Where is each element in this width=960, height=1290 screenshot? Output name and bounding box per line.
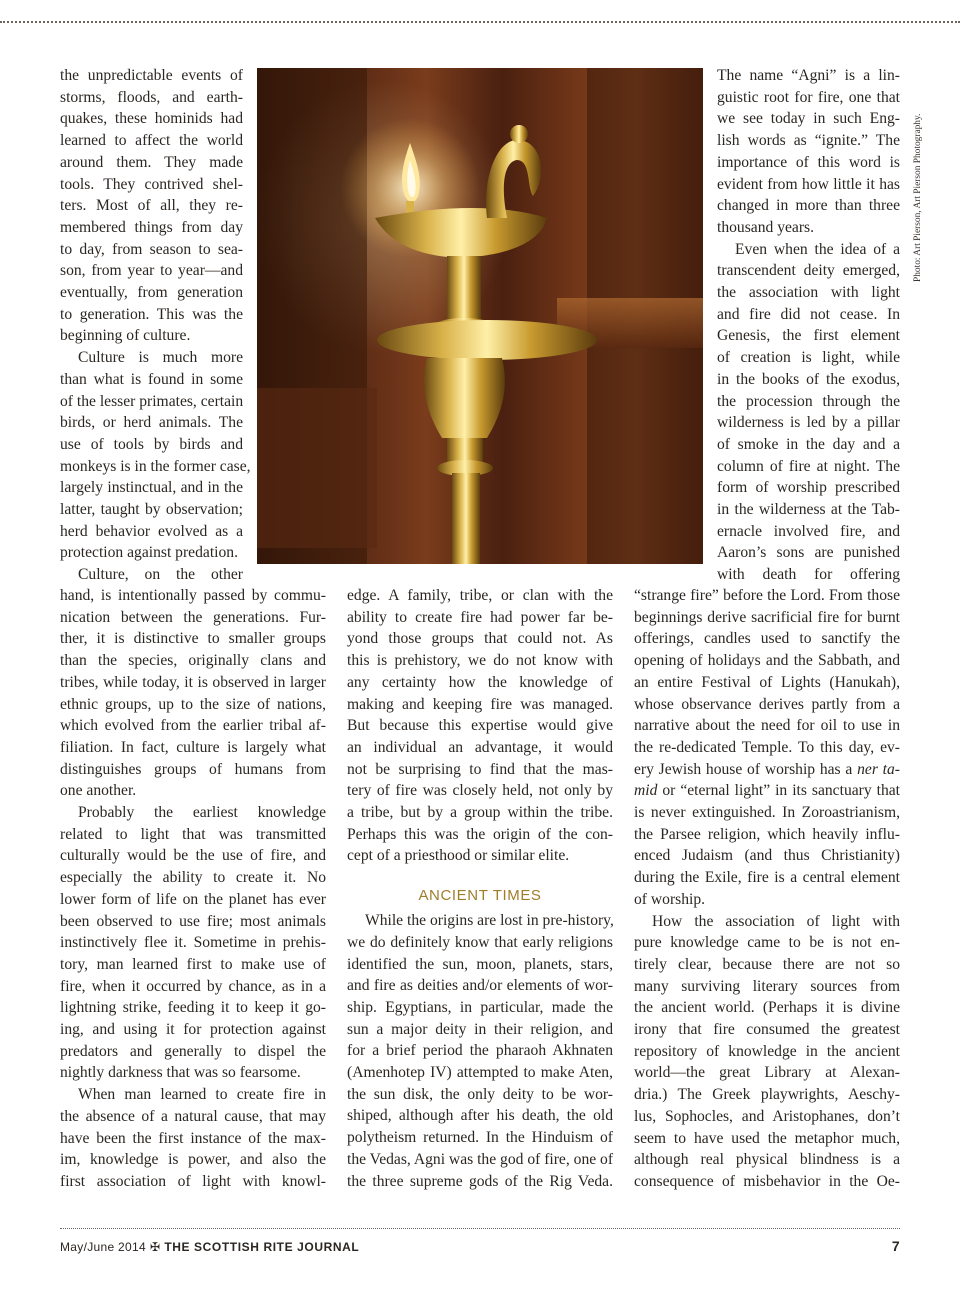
- text-line: especially the ability to create it. No: [60, 869, 326, 887]
- footer-issue-date: May/June 2014: [60, 1240, 146, 1254]
- column-2-top-paragraph: [347, 585, 613, 867]
- text-line: any certainty how the knowledge of: [347, 673, 613, 691]
- text-line: importance of this word is: [717, 153, 900, 171]
- templar-cross-icon: ✠: [149, 1240, 161, 1254]
- text-line: tools. They contrived shel-: [60, 175, 243, 193]
- text-line: evident from how little it has: [717, 175, 900, 193]
- text-line: is never extinguished. In Zoroastrianism,: [634, 804, 900, 822]
- text-line: “strange fire” before the Lord. From those: [634, 587, 900, 604]
- text-line: Culture, on the other: [78, 566, 243, 584]
- text-line: a tribe, but by a group within the tribe.: [347, 804, 613, 822]
- text-line: an entire Festival of Lights (Hanukah),: [634, 673, 900, 691]
- text-line: in the wilderness at the Tab-: [717, 501, 900, 519]
- text-line: tribes, while today, it is observed in larger: [60, 673, 326, 691]
- text-line: Even when the idea of a: [735, 240, 900, 258]
- text-line: to generation. This was the: [60, 305, 243, 323]
- text-line: of smoke in the day and a: [717, 435, 900, 453]
- text-line: which evolved from the earlier tribal af-: [60, 717, 326, 735]
- text-line: beginnings derive sacrificial fire for burnt: [634, 608, 900, 626]
- text-line: lightning strike, feeding it to keep it go-: [60, 999, 326, 1017]
- photo-credit: Photo: Art Pierson, Art Pierson Photography.: [913, 113, 923, 282]
- text-line: shiped, although after his death, the old: [347, 1107, 613, 1125]
- text-line: we do definitely know that early religions: [347, 933, 613, 951]
- text-line: world—the great Library at Alexan-: [634, 1064, 900, 1082]
- text-line: ethnic groups, up to the size of nations,: [60, 695, 326, 713]
- text-line: pure knowledge came to be is not en-: [634, 934, 900, 952]
- text-line: tirely clear, because there are not so: [634, 955, 900, 973]
- text-line: ernacle involved fire, and: [717, 522, 900, 540]
- text-line: we see today in such Eng-: [717, 110, 900, 128]
- footer-journal-name: THE SCOTTISH RITE JOURNAL: [164, 1240, 360, 1254]
- text-line: than what is found in some: [60, 370, 243, 388]
- section-heading: ANCIENT TIMES: [418, 887, 542, 905]
- text-line: one another.: [60, 782, 137, 800]
- text-line: the ancient world. (Perhaps it is divine: [634, 999, 900, 1017]
- text-line: nightly darkness that was so fearsome.: [60, 1064, 301, 1082]
- column-2-text: [347, 585, 613, 1192]
- text-line: son, from year to year—and: [60, 262, 243, 280]
- text-line: But because this expertise would give: [347, 717, 613, 735]
- text-line: edge. A family, tribe, or clan with the: [347, 587, 613, 604]
- text-line: dria.) The Greek playwrights, Aeschy-: [634, 1086, 900, 1104]
- text-line: for a brief period the pharaoh Akhnaten: [347, 1042, 613, 1060]
- text-line: tory, man learned first to make use of: [60, 955, 326, 973]
- text-line: yond those groups that could not. As: [347, 630, 613, 648]
- text-line: Probably the earliest knowledge: [78, 804, 326, 822]
- text-line: storms, floods, and earth-: [60, 88, 243, 106]
- text-line: the unpredictable events of: [60, 67, 243, 84]
- text-line: the association with light: [717, 284, 900, 302]
- text-line: wilderness is led by a pillar: [717, 414, 900, 432]
- text-line: Genesis, the first element: [717, 327, 900, 345]
- text-line: form of worship prescribed: [717, 479, 900, 497]
- text-line: herd behavior evolved as a: [60, 522, 243, 540]
- brass-lamp-photo: [257, 68, 703, 564]
- text-line: with death for offering: [717, 566, 900, 584]
- top-dotted-rule: [0, 21, 960, 23]
- text-line: in the books of the exodus,: [717, 370, 900, 388]
- text-line: although real physical blindness is a: [634, 1151, 900, 1169]
- text-line: nication between the generations. Fur-: [60, 608, 326, 626]
- text-line: the procession through the: [717, 392, 900, 410]
- text-line: learned to affect the world: [60, 132, 243, 150]
- text-line: irony that fire consumed the greatest: [634, 1021, 900, 1039]
- text-line: the re-dedicated Temple. To this day, ev-: [634, 738, 900, 756]
- text-line: have been the first instance of the max-: [60, 1129, 326, 1147]
- text-line: many surviving literary sources from: [634, 977, 900, 995]
- text-line: lus, Sophocles, and Aristophanes, don’t: [634, 1107, 900, 1125]
- text-line: ability to create fire had power far be-: [347, 608, 613, 626]
- text-line: offerings, candles used to sanctify the: [634, 630, 900, 648]
- text-line: ing, and using it for protection against: [60, 1021, 326, 1039]
- text-line: sun a major deity in their religion, and: [347, 1020, 613, 1038]
- column-3-bottom-text: [634, 585, 900, 1193]
- text-line: instinctively flee it. Sometime in prehis-: [60, 934, 326, 952]
- page-footer: [60, 1238, 900, 1258]
- text-line: transcendent deity emerged,: [717, 262, 900, 280]
- text-line: protection against predation.: [60, 544, 238, 562]
- text-line: ther, it is distinctive to smaller groups: [60, 630, 326, 648]
- text-line: lower form of life on the planet has ever: [60, 890, 326, 908]
- text-line: the Parsee religion, which heavily influ-: [634, 825, 900, 843]
- text-line: The name “Agni” is a lin-: [717, 67, 900, 84]
- text-line: opening of holidays and the Sabbath, and: [634, 652, 900, 670]
- text-line: eventually, from generation: [60, 284, 243, 302]
- text-line: whose observance derives partly from a: [634, 695, 900, 713]
- text-line: Culture is much more: [78, 349, 243, 367]
- footer-publication-line: [60, 1240, 359, 1254]
- text-line: the three supreme gods of the Rig Veda.: [347, 1172, 613, 1190]
- column-3-line-ner: ery Jewish house of worship has a ner ta-: [634, 760, 900, 778]
- text-line: thousand years.: [717, 218, 815, 236]
- text-line: Perhaps this was the origin of the con-: [347, 825, 613, 843]
- text-line: related to light that was transmitted: [60, 825, 326, 843]
- text-line: first association of light with knowl-: [60, 1172, 326, 1190]
- text-line: changed in more than three: [717, 197, 900, 215]
- text-line: around them. They made: [60, 153, 243, 171]
- text-line: hand, is intentionally passed by commu-: [60, 587, 326, 604]
- footer-dotted-rule: [60, 1228, 900, 1229]
- text-line: largely instinctual, and in the: [60, 479, 243, 497]
- column-2-bottom-paragraph: [347, 910, 613, 1192]
- text-line: beginning of culture.: [60, 327, 191, 345]
- text-line: narrative about the need for oil to use in: [634, 717, 900, 735]
- text-line: not be surprising to find that the mas-: [347, 760, 613, 778]
- text-line: lish words as “ignite.” The: [717, 132, 900, 150]
- text-line: making and keeping fire was managed.: [347, 695, 613, 713]
- text-line: fire, when it occurred by chance, as in a: [60, 977, 326, 995]
- text-line: the sun disk, the only deity to be wor-: [347, 1085, 613, 1103]
- text-line: birds, or herd animals. The: [60, 414, 243, 432]
- column-3-paragraph-a: [634, 585, 900, 759]
- text-line: Aaron’s sons are punished: [717, 544, 900, 562]
- text-line: consequence of misbehavior in the Oe-: [634, 1172, 900, 1190]
- page-number: 7: [891, 1238, 900, 1254]
- column-3-paragraph-b: [634, 802, 900, 1193]
- text-line: of the lesser primates, certain: [60, 392, 244, 410]
- text-line: latter, taught by observation;: [60, 501, 243, 519]
- text-line: im, knowledge is power, and also the: [60, 1151, 326, 1169]
- text-line: seem to have used the metaphor much,: [634, 1129, 900, 1147]
- text-line: during the Exile, fire is a central element: [634, 869, 900, 887]
- text-line: identified the sun, moon, planets, stars,: [347, 955, 613, 973]
- text-line: culturally would be the use of fire, and: [60, 847, 326, 865]
- text-line: use of tools by birds and: [60, 435, 243, 453]
- text-line: of creation is light, while: [717, 349, 900, 367]
- text-line: column of fire at night. The: [717, 457, 900, 475]
- text-line: this is prehistory, we do not know with: [347, 652, 613, 670]
- tamid-term: mid: [634, 782, 658, 800]
- text-line: How the association of light with: [652, 912, 900, 930]
- column-3-top-text: [717, 65, 900, 586]
- column-1-bottom-text: [60, 585, 326, 1193]
- text-line: polytheism returned. In the Hinduism of: [347, 1129, 613, 1147]
- text-line: guistic root for fire, one that: [717, 88, 900, 106]
- text-line: distinguishes groups of humans from: [60, 760, 326, 778]
- text-line: the absence of a natural cause, that may: [60, 1107, 326, 1125]
- text-line: tery of fire was closely held, not only by: [347, 782, 613, 800]
- text-line: of worship.: [634, 890, 706, 908]
- text-line: and fire did not cease. In: [717, 305, 900, 323]
- text-line: been observed to use fire; most animals: [60, 912, 326, 930]
- text-line: predators and generally to dispel the: [60, 1042, 326, 1060]
- text-line: the Vedas, Agni was the god of fire, one of: [347, 1150, 614, 1168]
- text-line: filiation. In fact, culture is largely what: [60, 738, 326, 756]
- text-line: an individual an advantage, it would: [347, 738, 613, 756]
- text-line: to day, from season to sea-: [60, 240, 243, 258]
- text-line: While the origins are lost in pre-history,: [365, 912, 614, 930]
- text-line: enced Judaism (and thus Christianity): [634, 847, 900, 865]
- text-line: cept of a priesthood or similar elite.: [347, 847, 570, 865]
- text-line: membered things from day: [60, 218, 243, 236]
- text-line: repository of knowledge in the ancient: [634, 1042, 900, 1060]
- text-line: ters. Most of all, they re-: [60, 197, 243, 215]
- text-line: and fire as deities and/or elements of wor-: [347, 977, 613, 995]
- lamp-illustration: [257, 68, 703, 564]
- column-1-top-text: [60, 65, 251, 586]
- text-line: ship. Egyptians, in particular, made the: [347, 998, 613, 1016]
- text-line: (Amenhotep IV) attempted to make Aten,: [347, 1064, 613, 1082]
- text-line: quakes, these hominids had: [60, 110, 243, 128]
- text-line: monkeys is in the former case,: [60, 457, 251, 475]
- ner-tamid-term: ner ta-: [857, 760, 900, 778]
- column-3-line-tamid: mid or “eternal light” in its sanctuary that: [634, 782, 900, 800]
- text-line: than the species, originally clans and: [60, 652, 326, 670]
- text-line: When man learned to create fire in: [78, 1086, 326, 1104]
